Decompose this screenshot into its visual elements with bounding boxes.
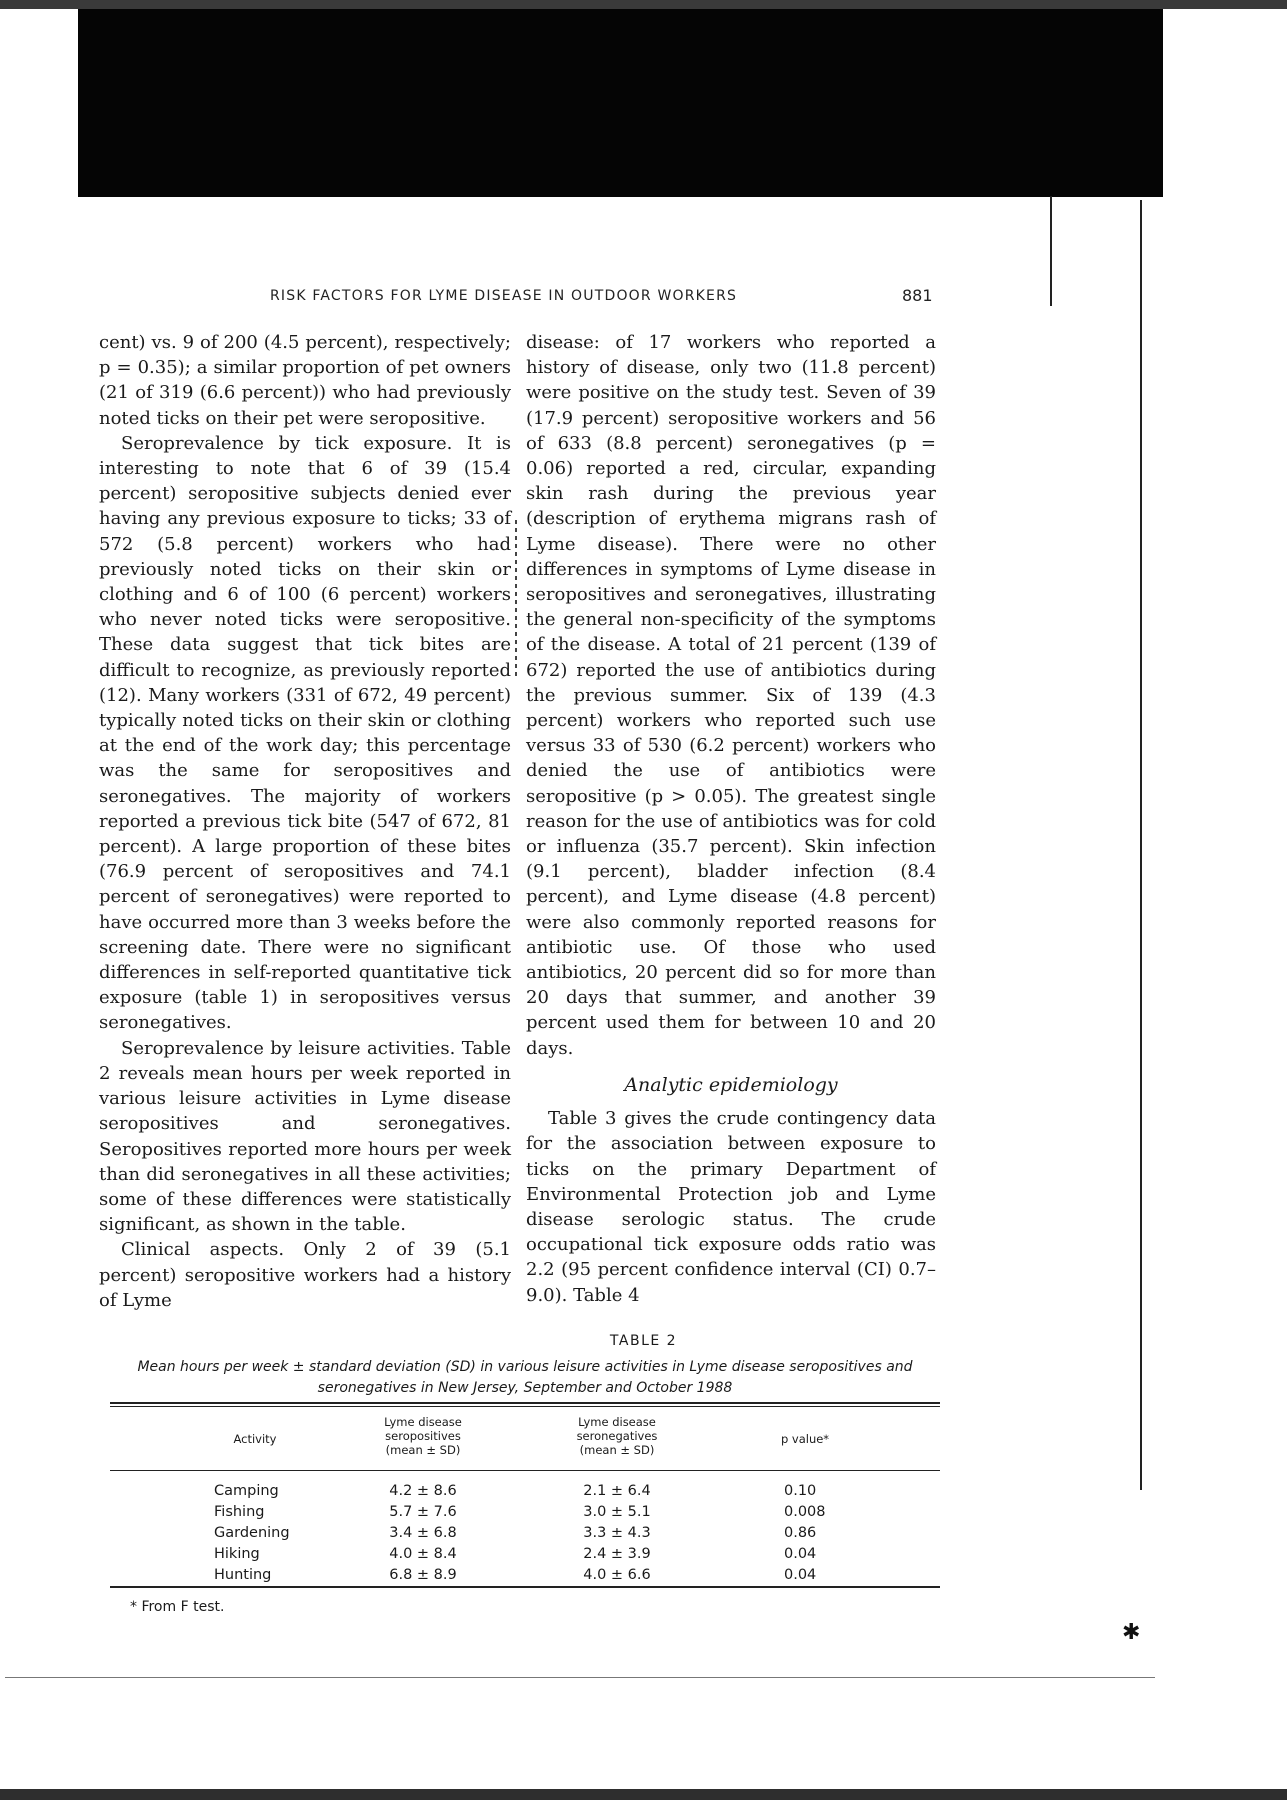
scan-bottom-edge [0, 1789, 1287, 1800]
table-footnote: * From F test. [130, 1599, 225, 1615]
paragraph: Table 3 gives the crude contingency data for the association between exposure to ticks on the primary Department of Environmental Protection job and Lyme disease serologic status. The crude occupational tick exposure odds ratio was 2.2 (95 percent confidence interval (CI) 0.7–9.0). Table 4 [526, 1108, 936, 1306]
header-activity: Activity [233, 1432, 277, 1446]
paragraph-tick-exposure: Seroprevalence by tick exposure. It is interesting to note that 6 of 39 (15.4 percent) seropositive subjects denied ever having any previous exposure to ticks; 33 of 572 (5.8 percent) workers who had previously noted ticks on their skin or clothing and 6 of 100 (6 percent) workers who never noted ticks were seropositive. These data suggest that tick bites are difficult to recognize, as previously reported (12). Many workers (331 of 672, 49 percent) typically noted ticks on their skin or clothing at the end of the work day; this percentage was the same for seropositives and seronegatives. The majority of workers reported a previous tick bite (547 of 672, 81 percent). A large proportion of these bites (76.9 percent of seropositives and 74.1 percent of seronegatives) were reported to have occurred more than 3 weeks before the screening date. There were no significant differences in self-reported quantitative tick exposure (table 1) in seropositives versus seronegatives. [99, 432, 511, 1034]
section-heading: Analytic epidemiology [624, 1073, 838, 1096]
scan-artifact-line [1050, 196, 1052, 306]
left-column [99, 330, 511, 1313]
table-body [110, 1483, 940, 1588]
scan-footer-line [5, 1677, 1155, 1678]
redaction-bar [78, 9, 1163, 197]
header-seronegatives: Lyme disease seronegatives (mean ± SD) [576, 1415, 658, 1457]
table-bottom-rule [110, 1586, 940, 1588]
running-title: RISK FACTORS FOR LYME DISEASE IN OUTDOOR WORKERS [270, 288, 738, 304]
paragraph: disease: of 17 workers who reported a history of disease, only two (11.8 percent) were positive on the study test. Seven of 39 (17.9 percent) seropositive workers and 56 of 633 (8.8 percent) seronegatives (p = 0.06) reported a red, circular, expanding skin rash during the previous year (description of erythema migrans rash of Lyme disease). There were no other differences in symptoms of Lyme disease in seropositives and seronegatives, illustrating the general non-specificity of the symptoms of the disease. A total of 21 percent (139 of 672) reported the use of antibiotics during the previous summer. Six of 139 (4.3 percent) workers who reported such use versus 33 of 530 (6.2 percent) workers who denied the use of antibiotics were seropositive (p > 0.05). The greatest single reason for the use of antibiotics was for cold or influenza (35.7 percent). Skin infection (9.1 percent), bladder infection (8.4 percent), and Lyme disease (4.8 percent) were also commonly reported reasons for antibiotic use. Of those who used antibiotics, 20 percent did so for more than 20 days that summer, and another 39 percent used them for between 10 and 20 days. [526, 332, 936, 1059]
table-title: TABLE 2 [609, 1333, 678, 1349]
table-row: Hiking 4.0 ± 8.4 2.4 ± 3.9 0.04 [214, 1546, 817, 1562]
table-header-rule [110, 1470, 940, 1471]
paragraph: cent) vs. 9 of 200 (4.5 percent), respectively; p = 0.35); a similar proportion of pet owners (21 of 319 (6.6 percent)) who had previously noted ticks on their pet were seropositive. [99, 332, 511, 429]
table-row: Gardening 3.4 ± 6.8 3.3 ± 4.3 0.86 [214, 1525, 817, 1541]
column-divider [515, 520, 517, 680]
table-row: Hunting 6.8 ± 8.9 4.0 ± 6.6 0.04 [214, 1567, 817, 1583]
table-caption: Mean hours per week ± standard deviation (SD) in various leisure activities in Lyme disease seropositives and seronegatives in New Jersey, September and October 1988 [137, 1359, 913, 1396]
page-number: 881 [902, 286, 933, 305]
right-column [526, 330, 936, 1308]
scan-top-edge [0, 0, 1287, 9]
table-top-rule-2 [110, 1406, 940, 1407]
table-row: Fishing 5.7 ± 7.6 3.0 ± 5.1 0.008 [214, 1504, 826, 1520]
table-top-rule [110, 1402, 940, 1404]
table-row: Camping 4.2 ± 8.6 2.1 ± 6.4 0.10 [214, 1483, 817, 1499]
header-p-value: p value* [780, 1432, 830, 1446]
page-edge-line [1140, 200, 1142, 1490]
header-seropositives: Lyme disease seropositives (mean ± SD) [384, 1415, 462, 1457]
scan-speck-icon: ✱ [1122, 1620, 1141, 1645]
paragraph-clinical: Clinical aspects. Only 2 of 39 (5.1 percent) seropositive workers had a history of Lyme [99, 1239, 511, 1311]
paragraph-leisure: Seroprevalence by leisure activities. Table 2 reveals mean hours per week reported in various leisure activities in Lyme disease seropositives and seronegatives. Seropositives reported more hours per week than did seronegatives in all these activities; some of these differences were statistically significant, as shown in the table. [99, 1037, 511, 1236]
